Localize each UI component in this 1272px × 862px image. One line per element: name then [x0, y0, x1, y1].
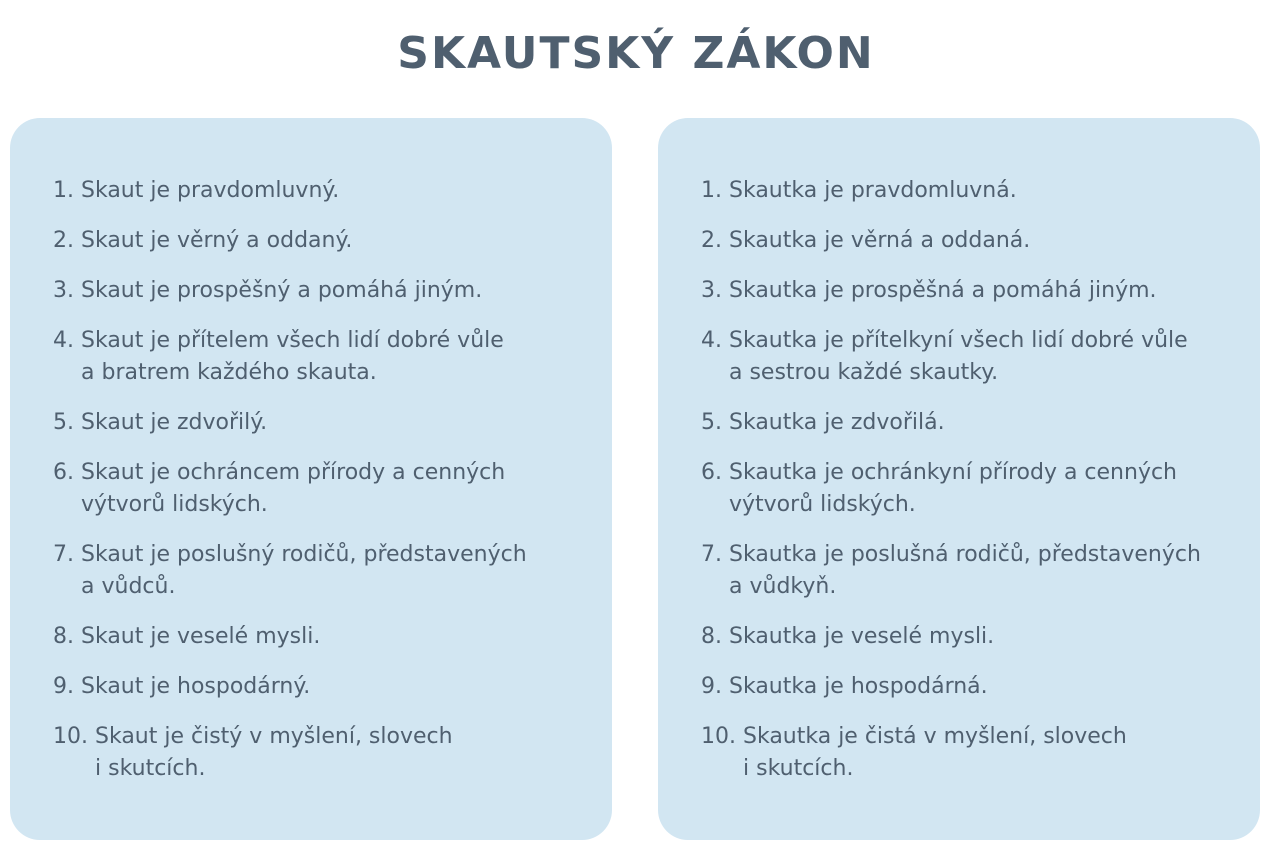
law-text [81, 275, 592, 307]
law-number: 7. [701, 542, 722, 567]
law-item [701, 621, 1240, 653]
law-list [53, 175, 592, 803]
law-number: 10. [701, 724, 736, 749]
law-text [95, 721, 592, 785]
law-number: 1. [53, 178, 74, 203]
law-text [81, 175, 592, 207]
law-text-line: a vůdců. [81, 574, 176, 599]
law-text-line: Skaut je čistý v myšlení, slovech [95, 724, 453, 749]
law-item [701, 671, 1240, 703]
law-text-line: i skutcích. [95, 756, 206, 781]
law-text [729, 539, 1240, 603]
law-number: 1. [701, 178, 722, 203]
page-title: SKAUTSKÝ ZÁKON [397, 28, 875, 79]
law-item [701, 275, 1240, 307]
law-item [53, 325, 592, 389]
law-text-line: Skaut je pravdomluvný. [81, 178, 340, 203]
law-number: 2. [53, 228, 74, 253]
law-text [729, 175, 1240, 207]
law-number: 7. [53, 542, 74, 567]
law-number: 6. [701, 460, 722, 485]
law-text-line: Skaut je veselé mysli. [81, 624, 321, 649]
law-item [53, 539, 592, 603]
law-text-line: výtvorů lidských. [81, 492, 268, 517]
law-text [729, 225, 1240, 257]
scout-law-card-boys [10, 118, 612, 840]
law-text-line: a vůdkyň. [729, 574, 837, 599]
law-text-line: Skaut je poslušný rodičů, představených [81, 542, 527, 567]
law-item [53, 671, 592, 703]
law-item [53, 407, 592, 439]
law-text [81, 621, 592, 653]
law-text-line: Skautka je poslušná rodičů, představených [729, 542, 1201, 567]
law-item [53, 175, 592, 207]
law-number: 6. [53, 460, 74, 485]
law-number: 10. [53, 724, 88, 749]
law-text-line: a sestrou každé skautky. [729, 360, 999, 385]
scout-law-card-girls [658, 118, 1260, 840]
law-text [743, 721, 1240, 785]
law-text [81, 225, 592, 257]
law-item [53, 621, 592, 653]
law-text-line: Skaut je prospěšný a pomáhá jiným. [81, 278, 483, 303]
law-item [53, 225, 592, 257]
law-text-line: a bratrem každého skauta. [81, 360, 377, 385]
law-text-line: Skautka je veselé mysli. [729, 624, 995, 649]
law-item [53, 275, 592, 307]
law-text-line: Skautka je hospodárná. [729, 674, 988, 699]
law-number: 4. [53, 328, 74, 353]
law-text [729, 621, 1240, 653]
law-text [81, 539, 592, 603]
law-text [729, 457, 1240, 521]
law-text-line: Skautka je ochránkyní přírody a cenných [729, 460, 1178, 485]
law-text [81, 325, 592, 389]
law-number: 8. [701, 624, 722, 649]
law-item [701, 721, 1240, 785]
law-item [701, 539, 1240, 603]
law-item [701, 175, 1240, 207]
law-text [729, 671, 1240, 703]
law-number: 5. [701, 410, 722, 435]
law-number: 5. [53, 410, 74, 435]
law-number: 9. [53, 674, 74, 699]
law-item [701, 325, 1240, 389]
law-text-line: Skautka je přítelkyní všech lidí dobré vůle [729, 328, 1188, 353]
law-text-line: Skaut je hospodárný. [81, 674, 311, 699]
law-item [701, 407, 1240, 439]
law-item [53, 457, 592, 521]
law-text-line: výtvorů lidských. [729, 492, 916, 517]
law-item [701, 457, 1240, 521]
law-number: 2. [701, 228, 722, 253]
law-text-line: Skautka je prospěšná a pomáhá jiným. [729, 278, 1157, 303]
law-number: 8. [53, 624, 74, 649]
law-text-line: Skautka je věrná a oddaná. [729, 228, 1031, 253]
law-text [729, 407, 1240, 439]
law-list [701, 175, 1240, 803]
law-number: 3. [701, 278, 722, 303]
law-text-line: i skutcích. [743, 756, 854, 781]
law-number: 3. [53, 278, 74, 303]
law-text [729, 275, 1240, 307]
law-text-line: Skaut je přítelem všech lidí dobré vůle [81, 328, 504, 353]
law-text-line: Skautka je pravdomluvná. [729, 178, 1017, 203]
law-text [81, 407, 592, 439]
law-text-line: Skautka je zdvořilá. [729, 410, 945, 435]
law-text [81, 671, 592, 703]
law-text [81, 457, 592, 521]
law-text [729, 325, 1240, 389]
law-text-line: Skaut je zdvořilý. [81, 410, 268, 435]
law-text-line: Skautka je čistá v myšlení, slovech [743, 724, 1127, 749]
law-item [701, 225, 1240, 257]
law-number: 4. [701, 328, 722, 353]
law-number: 9. [701, 674, 722, 699]
law-item [53, 721, 592, 785]
law-text-line: Skaut je věrný a oddaný. [81, 228, 353, 253]
law-text-line: Skaut je ochráncem přírody a cenných [81, 460, 506, 485]
